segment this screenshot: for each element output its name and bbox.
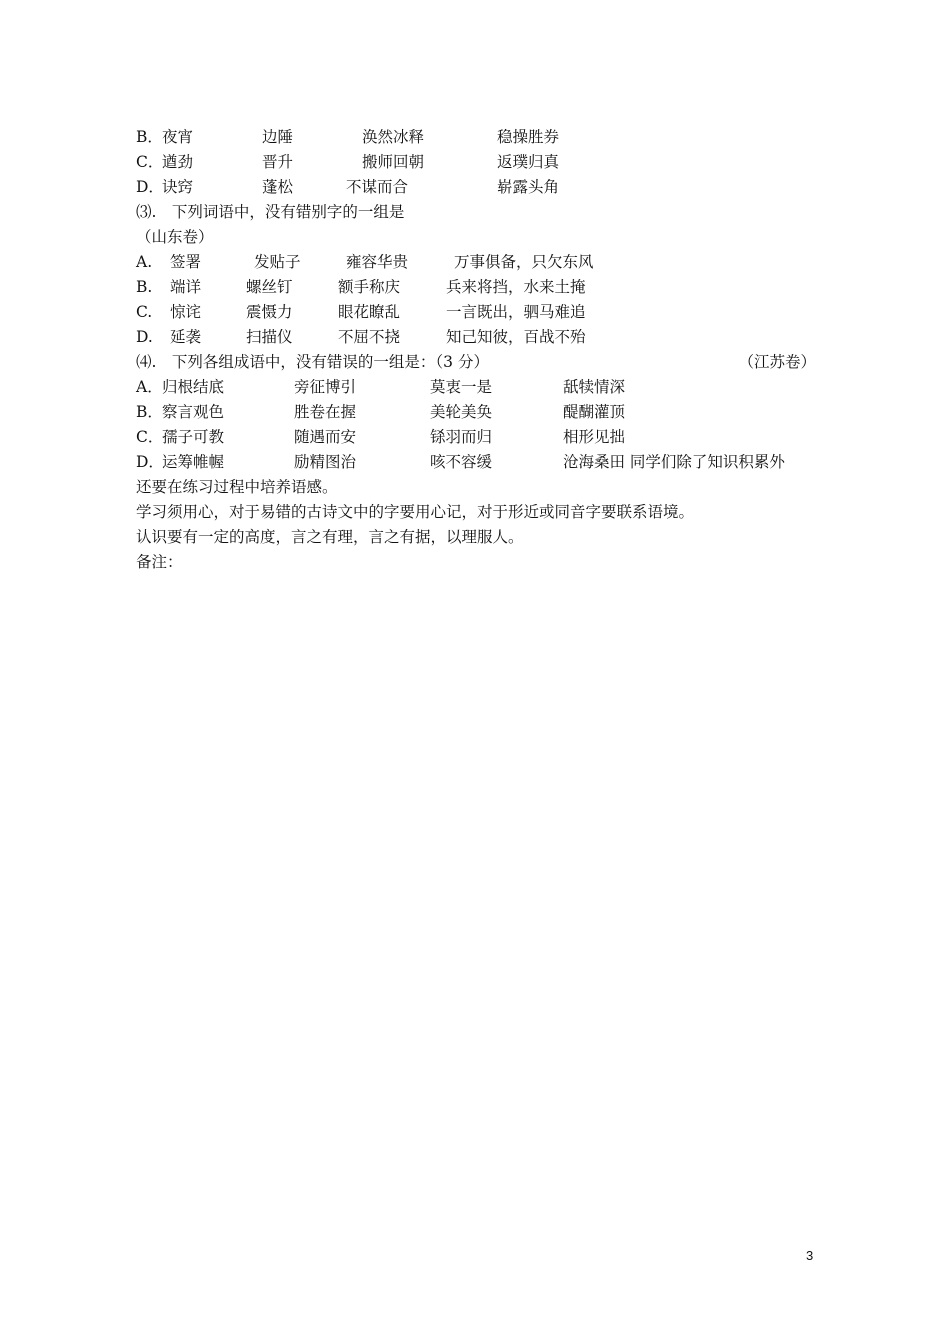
option-word: 铩羽而归 (430, 428, 493, 446)
note-line: 认识要有一定的高度，言之有理，言之有据，以理服人。 (136, 528, 524, 546)
option-label: D． (136, 178, 164, 196)
option-label: A. (136, 253, 153, 271)
option-word: 励精图治 (294, 453, 357, 471)
q3-stem: ⑶. 下列词语中，没有错别字的一组是 (136, 203, 405, 221)
option-word: 旁征博引 (294, 378, 357, 396)
option-word: 诀窍 (162, 178, 194, 196)
option-word: 醍醐灌顶 (563, 403, 626, 421)
q4-source: （江苏卷） (738, 353, 816, 371)
option-word: 相形见拙 (563, 428, 626, 446)
option-word: 延袭 (170, 328, 202, 346)
option-label: C． (136, 428, 164, 446)
option-word: 归根结底 (162, 378, 225, 396)
option-word: 雍容华贵 (346, 253, 409, 271)
option-word: 察言观色 (162, 403, 225, 421)
option-word: 沧海桑田 同学们除了知识积累外 (563, 453, 785, 471)
option-word: 夜宵 (162, 128, 194, 146)
option-word: 知己知彼，百战不殆 (446, 328, 586, 346)
remarks-label: 备注： (136, 553, 183, 571)
option-word: 随遇而安 (294, 428, 357, 446)
option-word: 万事俱备，只欠东风 (454, 253, 594, 271)
option-word: 莫衷一是 (430, 378, 493, 396)
q4-stem: ⑷. 下列各组成语中，没有错误的一组是：（3 分） (136, 353, 489, 371)
option-word: 搬师回朝 (362, 153, 425, 171)
option-word: 舐犊情深 (563, 378, 626, 396)
option-word: 发贴子 (254, 253, 301, 271)
option-word: 返璞归真 (497, 153, 560, 171)
option-word: 孺子可教 (162, 428, 225, 446)
option-label: B． (136, 403, 163, 421)
option-word: 咳不容缓 (430, 453, 493, 471)
option-label: B. (136, 278, 153, 296)
option-word: 遒劲 (162, 153, 194, 171)
option-word: 一言既出，驷马难追 (446, 303, 586, 321)
option-word: 涣然冰释 (362, 128, 425, 146)
option-label: D． (136, 453, 164, 471)
page-number: 3 (806, 1248, 814, 1263)
option-word: 扫描仪 (246, 328, 293, 346)
option-word: 不屈不挠 (338, 328, 401, 346)
option-label: C． (136, 153, 164, 171)
option-label: D. (136, 328, 153, 346)
option-word: 眼花瞭乱 (338, 303, 401, 321)
option-word: 稳操胜券 (497, 128, 560, 146)
option-word: 美轮美奂 (430, 403, 493, 421)
option-word: 端详 (170, 278, 202, 296)
option-word: 不谋而合 (346, 178, 409, 196)
option-word: 运筹帷幄 (162, 453, 225, 471)
option-word: 额手称庆 (338, 278, 401, 296)
option-word: 蓬松 (262, 178, 294, 196)
option-word: 惊诧 (170, 303, 202, 321)
option-word: 螺丝钉 (246, 278, 293, 296)
option-label: A． (136, 378, 163, 396)
note-line: 还要在练习过程中培养语感。 (136, 478, 338, 496)
option-word: 胜卷在握 (294, 403, 357, 421)
q3-source: （山东卷） (136, 228, 214, 246)
option-word: 签署 (170, 253, 202, 271)
option-word: 边陲 (262, 128, 294, 146)
option-word: 崭露头角 (497, 178, 560, 196)
option-word: 震慑力 (246, 303, 293, 321)
note-line: 学习须用心，对于易错的古诗文中的字要用心记，对于形近或同音字要联系语境。 (136, 503, 695, 521)
option-label: B． (136, 128, 163, 146)
option-word: 兵来将挡，水来土掩 (446, 278, 586, 296)
option-word: 晋升 (262, 153, 294, 171)
option-label: C. (136, 303, 153, 321)
